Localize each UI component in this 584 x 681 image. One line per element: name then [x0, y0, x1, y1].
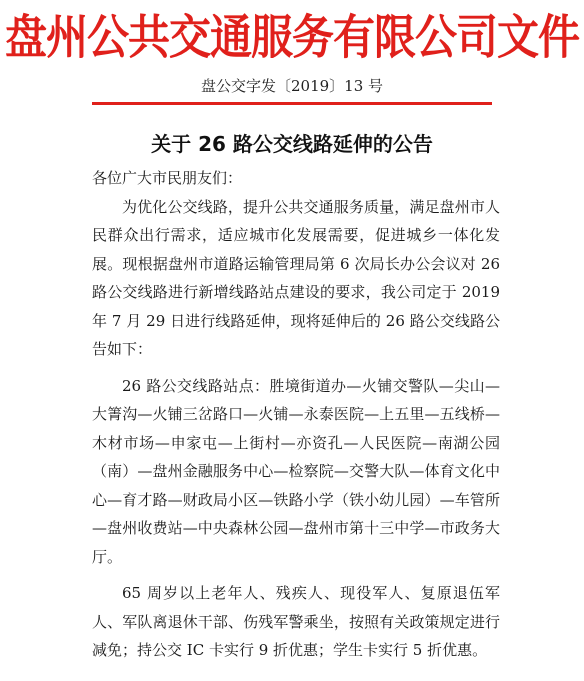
notice-salutation: 各位广大市民朋友们： — [92, 169, 243, 187]
notice-body — [92, 164, 500, 665]
document-number: 盘公交字发〔2019〕13 号 — [200, 77, 384, 95]
notice-paragraph-intro: 为优化公交线路，提升公共交通服务质量，满足盘州市人民群众出行需求，适应城市化发展需要，促进城乡一体化发展。现根据盘州市道路运输管理局第 6 次局长办公会议对 26 路公交线路进行新增线路站点建设的要求，我公司定于 2019 年 7 月 29 日进行线路延伸，现将延伸后的 26 路公交线路公告如下： — [92, 197, 500, 358]
notice-paragraph-fare-policy: 65 周岁以上老年人、残疾人、现役军人、复原退伍军人、军队离退休干部、伤残军警乘坐，按照有关政策规定进行减免；持公交 IC 卡实行 9 折优惠；学生卡实行 5 折优惠。 — [92, 584, 500, 659]
notice-title: 关于 26 路公交线路延伸的公告 — [151, 132, 433, 156]
document-header-title: 盘州公共交通服务有限公司文件 — [4, 10, 579, 65]
header-divider-line — [92, 102, 492, 105]
notice-paragraph-route-stops: 26 路公交线路站点：胜境街道办—火铺交警队—尖山—大箐沟—火铺三岔路口—火铺—永泰医院—上五里—五线桥—木材市场—申家屯—上街村—亦资孔—人民医院—南湖公园（南）—盘州金融服务中心—检察院—交警大队—体育文化中心—育才路—财政局小区—铁路小学（铁小幼儿园）—车管所—盘州收费站—中央森林公园—盘州市第十三中学—市政务大厅。 — [92, 376, 500, 566]
